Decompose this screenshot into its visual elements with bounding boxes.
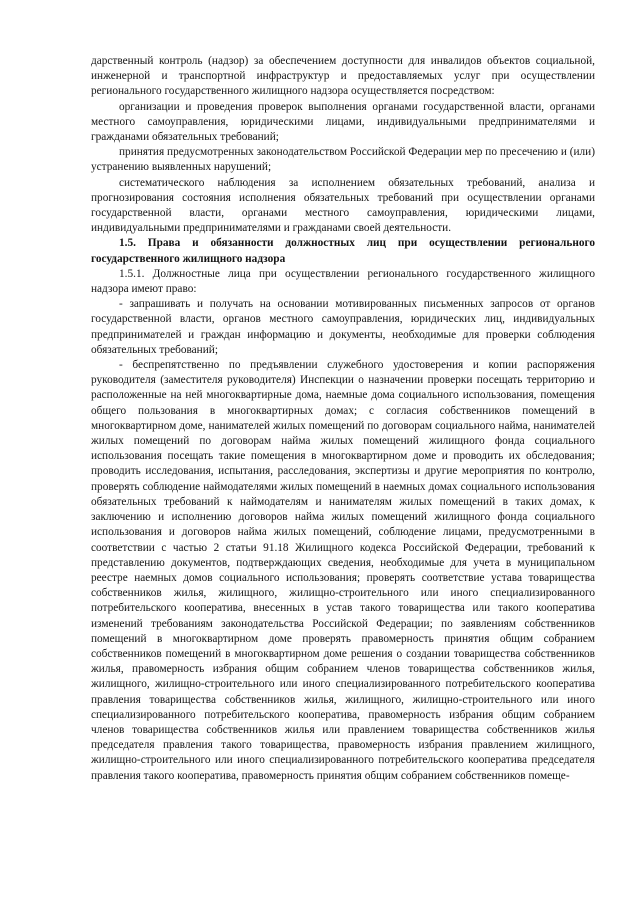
paragraph-1-5-1: 1.5.1. Должностные лица при осуществлении регионального государственного жилищного надзора имеют право: [91, 267, 595, 296]
paragraph-intro-continuation: дарственный контроль (надзор) за обеспечением доступности для инвалидов объектов социальной, инженерной и транспортной инфраструктур и предоставляемых услуг при осуществлении регионального государственного жилищного надзора осуществляется посредством: [91, 55, 595, 98]
paragraph-request-information: - запрашивать и получать на основании мотивированных письменных запросов от органов государственной власти, органов местного самоуправления, юридических лиц, индивидуальных предпринимателей и граждан информацию и документы, необходимые для проверки соблюдения обязательных требований; [91, 298, 595, 356]
paragraph-measures: принятия предусмотренных законодательством Российской Федерации мер по пресечению и (или) устранению выявленных нарушений; [91, 146, 595, 174]
paragraph-unhindered-access: - беспрепятственно по предъявлении служебного удостоверения и копии распоряжения руководителя (заместителя руководителя) Инспекции о назначении проверки посещать территорию и расположенные на ней многоквартирные дома, наемные дома социального использования, помещения общего пользования в многоквартирных домах; с согласия собственников помещений в многоквартирном доме, нанимателей жилых помещений по договорам социального найма, нанимателей жилых помещений по договорам найма жилых помещений жилищного фонда социального использования посещать такие помещения в многоквартирном доме и проводить их обследования; проводить исследования, испытания, расследования, экспертизы и другие мероприятия по контролю, проверять соблюдение наймодателями жилых помещений в наемных домах социального использования обязательных требований к наймодателям и нанимателям жилых помещений в таких домах, к заключению и исполнению договоров найма жилых помещений жилищного фонда социального использования и договоров найма жилых помещений, соблюдение лицами, предусмотренными в соответствии с частью 2 статьи 91.18 Жилищного кодекса Российской Федерации, требований к представлению документов, подтверждающих сведения, необходимые для учета в муниципальном реестре наемных домов социального использования; проверять соответствие устава товарищества собственников жилья, жилищного, жилищно-строительного или иного специализированного потребительского кооператива, внесенных в устав такого товарищества или такого кооператива изменений требованиям законодательства Российской Федерации; по заявлениям собственников помещений в многоквартирном доме проверять правомерность принятия общим собранием собственников помещений в многоквартирном доме решения о создании товарищества собственников жилья, правомерность избрания общим собранием членов товарищества собственников жилья, жилищного, жилищно-строительного или иного специализированного потребительского кооператива правления товарищества собственников жилья, жилищного, жилищно-строительного или иного специализированного потребительского кооператива, правомерность избрания общим собранием членов товарищества собственников жилья или правлением товарищества собственников жилья председателя правления такого товарищества, правомерность избрания правлением жилищного, жилищно-строительного или иного специализированного потребительского кооператива председателя правления такого кооператива, правомерность принятия общим собранием собственников помеще- [91, 359, 595, 782]
document-page [91, 54, 595, 784]
section-heading-1-5: 1.5. Права и обязанности должностных лиц при осуществлении регионального государственного жилищного надзора [91, 237, 595, 265]
paragraph-inspections: организации и проведения проверок выполнения органами государственной власти, органами местного самоуправления, юридическими лицами, индивидуальными предпринимателями и гражданами обязательных требований; [91, 100, 595, 144]
paragraph-monitoring: систематического наблюдения за исполнением обязательных требований, анализа и прогнозирования состояния исполнения обязательных требований при осуществлении органами государственной власти, органами местного самоуправления, юридическими лицами, индивидуальными предпринимателями и гражданами своей деятельности. [91, 176, 595, 235]
